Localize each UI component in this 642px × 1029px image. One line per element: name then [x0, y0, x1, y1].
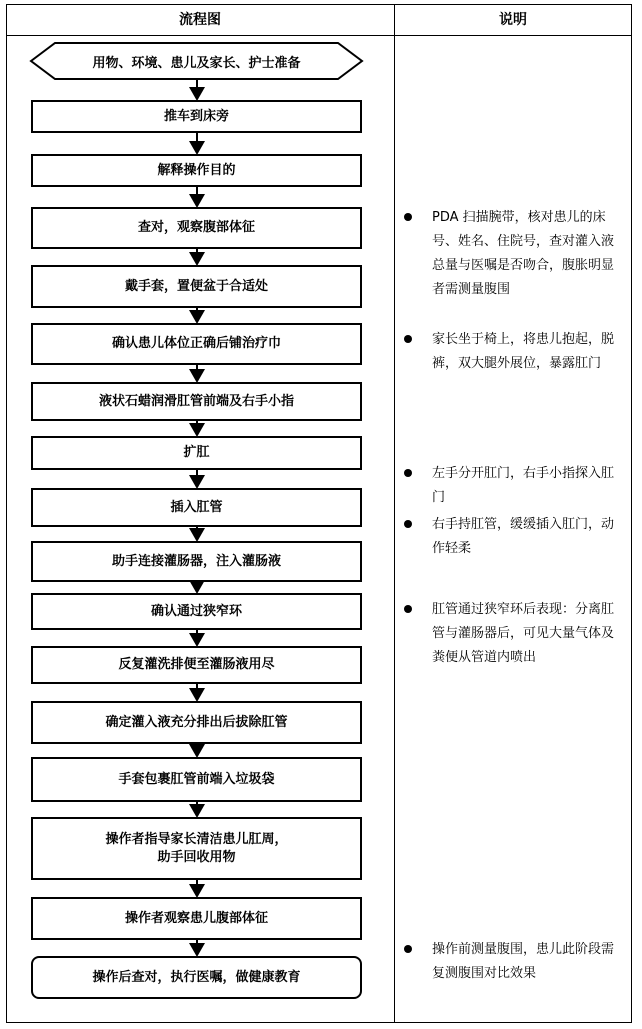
flow-step: 确认通过狭窄环: [31, 593, 362, 630]
flow-step: 戴手套，置便盆于合适处: [31, 265, 362, 308]
flow-step: 液状石蜡润滑肛管前端及右手小指: [31, 382, 362, 421]
bullet-icon: [404, 605, 412, 613]
flow-step: 确定灌入液充分排出后拔除肛管: [31, 701, 362, 744]
note-item: 家长坐于椅上，将患儿抱起，脱裤，双大腿外展位，暴露肛门: [404, 328, 624, 376]
bullet-icon: [404, 520, 412, 528]
flow-step: 助手连接灌肠器，注入灌肠液: [31, 541, 362, 582]
flow-step: 插入肛管: [31, 488, 362, 527]
flow-step: 操作者观察患儿腹部体征: [31, 897, 362, 940]
flow-step: 扩肛: [31, 436, 362, 470]
flow-step: 确认患儿体位正确后铺治疗巾: [31, 323, 362, 365]
flow-step: 手套包裹肛管前端入垃圾袋: [31, 757, 362, 802]
bullet-icon: [404, 213, 412, 221]
note-item: 操作前测量腹围，患儿此阶段需复测腹围对比效果: [404, 938, 624, 986]
note-item: 左手分开肛门，右手小指探入肛门: [404, 462, 624, 510]
note-item: 右手持肛管，缓缓插入肛门，动作轻柔: [404, 513, 624, 561]
flow-column-header: 流程图: [179, 12, 221, 28]
bullet-icon: [404, 469, 412, 477]
bullet-icon: [404, 335, 412, 343]
bullet-icon: [404, 945, 412, 953]
flow-step: 推车到床旁: [31, 100, 362, 133]
note-column-header: 说明: [499, 12, 527, 28]
flow-step: 解释操作目的: [31, 154, 362, 187]
start-step: 用物、环境、患儿及家长、护士准备: [92, 55, 301, 71]
note-item: PDA 扫描腕带，核对患儿的床号、姓名、住院号，查对灌入液总量与医嘱是否吻合，腹胀明显者需测量腹围: [404, 206, 624, 302]
end-step: 操作后查对，执行医嘱，做健康教育: [31, 956, 362, 999]
flow-step: 操作者指导家长清洁患儿肛周， 助手回收用物: [31, 817, 362, 880]
note-item: 肛管通过狭窄环后表现：分离肛管与灌肠器后，可见大量气体及粪便从管道内喷出: [404, 598, 624, 670]
flow-step: 查对，观察腹部体征: [31, 207, 362, 249]
flow-step: 反复灌洗排便至灌肠液用尽: [31, 646, 362, 684]
